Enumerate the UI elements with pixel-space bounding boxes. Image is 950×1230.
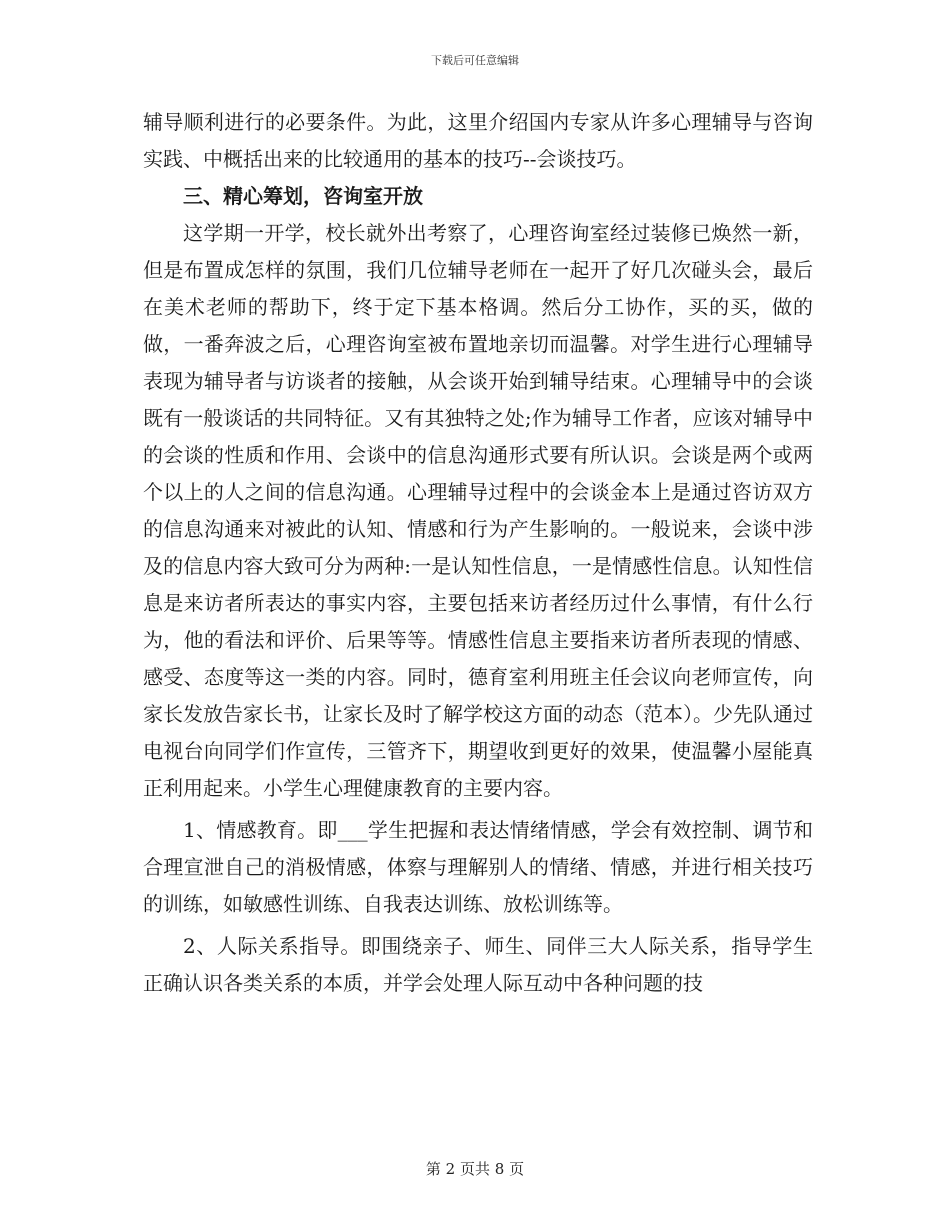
paragraph-interpersonal-guidance: 2、人际关系指导。即围绕亲子、师生、同伴三大人际关系，指导学生正确认识各类关系的本质，并学会处理人际互动中各种问题的技 [143,934,813,995]
page-header: 下载后可任意编辑 [431,54,519,67]
document-body [143,104,813,1002]
section-heading: 三、精心筹划，咨询室开放 [183,184,423,208]
page-footer: 第 2 页共 8 页 [425,1160,525,1178]
paragraph-continuation: 辅导顺利进行的必要条件。为此，这里介绍国内专家从许多心理辅导与咨询实践、中概括出来的比较通用的基本的技巧--会谈技巧。 [143,110,813,171]
paragraph-main: 这学期一开学，校长就外出考察了，心理咨询室经过装修已焕然一新，但是布置成怎样的氛围，我们几位辅导老师在一起开了好几次碰头会，最后在美术老师的帮助下，终于定下基本格调。然后分工协作，买的买，做的做，一番奔波之后，心理咨询室被布置地亲切而温馨。对学生进行心理辅导表现为辅导者与访谈者的接触，从会谈开始到辅导结束。心理辅导中的会谈既有一般谈话的共同特征。又有其独特之处;作为辅导工作者，应该对辅导中的会谈的性质和作用、会谈中的信息沟通形式要有所认识。会谈是两个或两个以上的人之间的信息沟通。心理辅导过程中的会谈金本上是通过咨访双方的信息沟通来对被此的认知、情感和行为产生影响的。一般说来，会谈中涉及的信息内容大致可分为两种:一是认知性信息，一是情感性信息。认知性信息是来访者所表达的事实内容，主要包括来访者经历过什么事情，有什么行为，他的看法和评价、后果等等。情感性信息主要指来访者所表现的情感、感受、态度等这一类的内容。同时，德育室利用班主任会议向老师宣传，向家长发放告家长书，让家长及时了解学校这方面的动态（范本）。少先队通过电视台向同学们作宣传，三管齐下，期望收到更好的效果，使温馨小屋能真正利用起来。小学生心理健康教育的主要内容。 [143,221,813,800]
paragraph-emotional-education: 1、情感教育。即___学生把握和表达情绪情感，学会有效控制、调节和合理宣泄自己的消极情感，体察与理解别人的情绪、情感，并进行相关技巧的训练，如敏感性训练、自我表达训练、放松训练等。 [143,818,813,916]
